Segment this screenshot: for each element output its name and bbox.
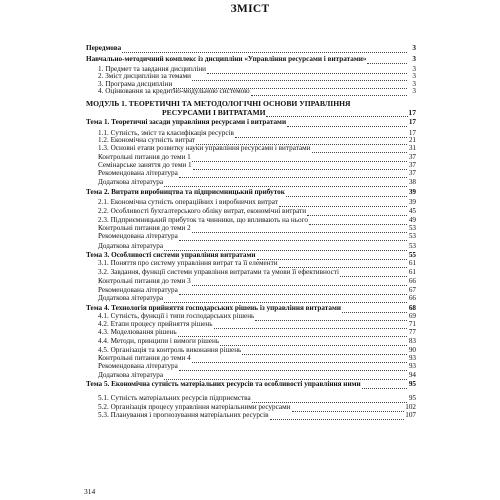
module-title-line2: РЕСУРСАМИ І ВИТРАТАМИ bbox=[162, 108, 266, 117]
toc-page-number: 93 bbox=[408, 354, 416, 362]
toc-page-number: 95 bbox=[408, 380, 416, 388]
toc-entry-row bbox=[98, 394, 416, 403]
toc-entry-title: Контрольні питання до теми 3 bbox=[98, 277, 191, 285]
toc-leader-dots bbox=[266, 110, 409, 117]
toc-page-number: 93 bbox=[408, 362, 416, 370]
toc-page-number: 66 bbox=[408, 294, 416, 302]
toc-entry-title: 4. Оцінювання за кредитно-модульною системою bbox=[98, 87, 250, 95]
toc-entry-title: 3.2. Завдання, функції системи управління витратами та умови її ефективності bbox=[98, 268, 339, 276]
toc-leader-dots bbox=[362, 382, 407, 389]
toc-page-number: 17 bbox=[408, 129, 416, 137]
toc-page-number: 77 bbox=[408, 328, 416, 336]
toc-page-number: 107 bbox=[405, 411, 416, 419]
toc-page-number: 3 bbox=[412, 87, 416, 95]
toc-entry-title: Навчально-методичний комплекс із дисципліни «Управління ресурсами і витратами» bbox=[86, 55, 367, 63]
toc-leader-dots bbox=[340, 270, 407, 277]
toc-entry-row bbox=[98, 207, 416, 216]
toc-page-number: 95 bbox=[408, 394, 416, 402]
toc-entry-title: 3.1. Поняття про систему управління витрат та її елементи bbox=[98, 259, 278, 267]
toc-entry-title: 1.1. Сутність, зміст та класифікація ресурсів bbox=[98, 129, 234, 137]
toc-entry-row bbox=[98, 169, 416, 178]
toc-entry-title: Контрольні питання до теми 4 bbox=[98, 354, 191, 362]
toc-page-number: 53 bbox=[408, 242, 416, 250]
toc-page-number: 61 bbox=[408, 268, 416, 276]
toc-entry-title: 3. Програма дисципліни bbox=[98, 80, 173, 88]
toc-entry-title: Контрольні питання до теми 2 bbox=[98, 224, 191, 232]
toc-leader-dots bbox=[164, 373, 407, 380]
toc-page-number: 37 bbox=[408, 169, 416, 177]
toc-leader-dots bbox=[220, 339, 407, 346]
toc-entry-title: 1.2. Економічна сутність витрат bbox=[98, 136, 196, 144]
toc-entry-row bbox=[98, 268, 416, 277]
toc-page-number: 71 bbox=[408, 320, 416, 328]
toc-leader-dots bbox=[179, 364, 407, 371]
toc-entry-row bbox=[98, 371, 416, 380]
toc-heading-row bbox=[86, 44, 416, 53]
toc-entry-row bbox=[98, 277, 416, 286]
toc-leader-dots bbox=[122, 46, 407, 53]
toc-entry-title: Семінарське заняття до теми 1 bbox=[98, 161, 192, 169]
toc-page-number: 68 bbox=[408, 304, 416, 312]
toc-entry-row bbox=[98, 178, 416, 187]
toc-page-number: 31 bbox=[408, 144, 416, 152]
toc-entry-title: Додаткова література bbox=[98, 371, 164, 379]
toc-entry-title: 4.3. Моделювання рішень bbox=[98, 328, 177, 336]
toc-entry-row bbox=[98, 144, 416, 153]
toc-page-number: 66 bbox=[408, 277, 416, 285]
toc-entry-title: 4.1. Сутність, функції і типи господарських рішень bbox=[98, 312, 255, 320]
toc-heading-row bbox=[86, 55, 416, 64]
toc-entry-title: 4.2. Етапи процесу прийняття рішень bbox=[98, 320, 213, 328]
toc-leader-dots bbox=[279, 200, 407, 207]
toc-page-number: 3 bbox=[412, 55, 416, 63]
toc-page-number: 94 bbox=[408, 371, 416, 379]
toc-entry-title: 2.2. Особливості бухгалтерського обліку витрат, економічні витрати bbox=[98, 207, 307, 215]
toc-page-number: 39 bbox=[408, 198, 416, 206]
toc-heading-row bbox=[86, 380, 416, 389]
toc-page-number: 45 bbox=[408, 207, 416, 215]
toc-leader-dots bbox=[192, 279, 407, 286]
toc-module-heading bbox=[86, 99, 416, 117]
toc-entry-title: Тема 2. Витрати виробництва та підприємницький прибуток bbox=[86, 188, 285, 196]
toc-page-number: 102 bbox=[405, 403, 416, 411]
toc-entry-row bbox=[98, 87, 416, 96]
toc-page-number: 3 bbox=[412, 44, 416, 52]
toc-heading-row bbox=[86, 188, 416, 197]
toc-entry-row bbox=[98, 198, 416, 207]
toc-leader-dots bbox=[164, 296, 407, 303]
toc-leader-dots bbox=[251, 89, 407, 96]
toc-entry-title: 2.3. Підприємницький прибуток та чинники, що впливають на нього bbox=[98, 216, 308, 224]
toc-page-number: 17 bbox=[408, 118, 416, 126]
toc-entry-title: 2.1. Економічна сутність операційних і виробничих витрат bbox=[98, 198, 278, 206]
toc-page-number: 37 bbox=[408, 161, 416, 169]
toc-leader-dots bbox=[252, 396, 407, 403]
toc-entry-title: Рекомендована література bbox=[98, 232, 178, 240]
toc-leader-dots bbox=[312, 146, 407, 153]
toc-page-number: 67 bbox=[408, 286, 416, 294]
toc-leader-dots bbox=[179, 171, 407, 178]
toc-page-number: 55 bbox=[408, 251, 416, 259]
toc-entry-title: Тема 3. Особливості системи управління витратами bbox=[86, 251, 256, 259]
toc-leader-dots bbox=[164, 180, 407, 187]
toc-entry-title: Додаткова література bbox=[98, 242, 164, 250]
toc-entry-title: Тема 4. Технологія прийняття господарських рішень із управління витратами bbox=[86, 304, 341, 312]
toc-page-number: 3 bbox=[412, 72, 416, 80]
toc-entry-title: 1. Предмет та завдання дисципліни bbox=[98, 65, 207, 73]
toc-entry-row bbox=[98, 259, 416, 268]
toc-leader-dots bbox=[164, 244, 407, 251]
toc-entry-title: Тема 1. Теоретичні засади управління ресурсами і витратами bbox=[86, 118, 287, 126]
toc-leader-dots bbox=[279, 261, 407, 268]
toc-page-number: 53 bbox=[408, 224, 416, 232]
toc-entry-row bbox=[98, 294, 416, 303]
toc-leader-dots bbox=[179, 234, 407, 241]
toc-entry-row bbox=[98, 337, 416, 346]
toc-leader-dots bbox=[286, 190, 407, 197]
toc-leader-dots bbox=[307, 209, 407, 216]
toc-entry-title: Контрольні питання до теми 1 bbox=[98, 153, 191, 161]
toc-entry-title: 5.2. Організація процесу управління матеріальними ресурсами bbox=[98, 403, 291, 411]
page-number: 314 bbox=[84, 487, 96, 496]
toc-entry-row bbox=[98, 232, 416, 241]
toc-entry-row bbox=[98, 328, 416, 337]
toc-leader-dots bbox=[367, 57, 407, 64]
toc-page-number: 49 bbox=[408, 216, 416, 224]
toc-page-number: 38 bbox=[408, 178, 416, 186]
toc-heading-row bbox=[86, 118, 416, 127]
toc-page-number: 69 bbox=[408, 312, 416, 320]
toc-entry-title: 5.3. Планування і прогнозування матеріальних ресурсів bbox=[98, 411, 269, 419]
toc-page-number: 37 bbox=[408, 153, 416, 161]
toc-entry-title: Рекомендована література bbox=[98, 286, 178, 294]
toc-page-number: 39 bbox=[408, 188, 416, 196]
toc-page-number: 53 bbox=[408, 232, 416, 240]
toc-entry-row bbox=[98, 362, 416, 371]
toc-page-number: 3 bbox=[412, 65, 416, 73]
toc-entry-title: 2. Зміст дисципліни за темами bbox=[98, 72, 192, 80]
module-title-line1: МОДУЛЬ 1. ТЕОРЕТИЧНІ ТА МЕТОДОЛОГІЧНІ ОСНОВИ УПРАВЛІННЯ bbox=[86, 99, 351, 108]
toc-leader-dots bbox=[270, 413, 405, 420]
toc-entry-row bbox=[98, 242, 416, 251]
toc-entry-title: Додаткова література bbox=[98, 178, 164, 186]
page-title: ЗМІСТ bbox=[230, 3, 270, 15]
toc-entry-title: 4.4. Методи, принципи і вимоги рішень bbox=[98, 337, 220, 345]
toc-entry-title: 4.5. Організація та контроль виконання рішень bbox=[98, 346, 242, 354]
toc-entry-title: Додаткова література bbox=[98, 294, 164, 302]
toc-entry-title: Рекомендована література bbox=[98, 362, 178, 370]
toc-entry-title: Тема 5. Економічна сутність матеріальних ресурсів та особливості управління ними bbox=[86, 380, 361, 388]
toc-leader-dots bbox=[287, 120, 407, 127]
toc-entry-title: Рекомендована література bbox=[98, 169, 178, 177]
toc-entry-title: Передмова bbox=[86, 44, 122, 52]
toc-page-number: 17 bbox=[408, 108, 416, 117]
toc-page-number: 21 bbox=[408, 136, 416, 144]
toc-page-number: 3 bbox=[412, 80, 416, 88]
toc-leader-dots bbox=[178, 330, 407, 337]
toc-page-number: 83 bbox=[408, 337, 416, 345]
toc-entry-row bbox=[98, 411, 416, 420]
toc-page-number: 90 bbox=[408, 346, 416, 354]
toc-entry-title: 5.1. Сутність матеріальних ресурсів підприємства bbox=[98, 394, 251, 402]
toc-page-number: 61 bbox=[408, 259, 416, 267]
toc-entry-title: 1.3. Основні етапи розвитку науки управління ресурсами і витратами bbox=[98, 144, 311, 152]
